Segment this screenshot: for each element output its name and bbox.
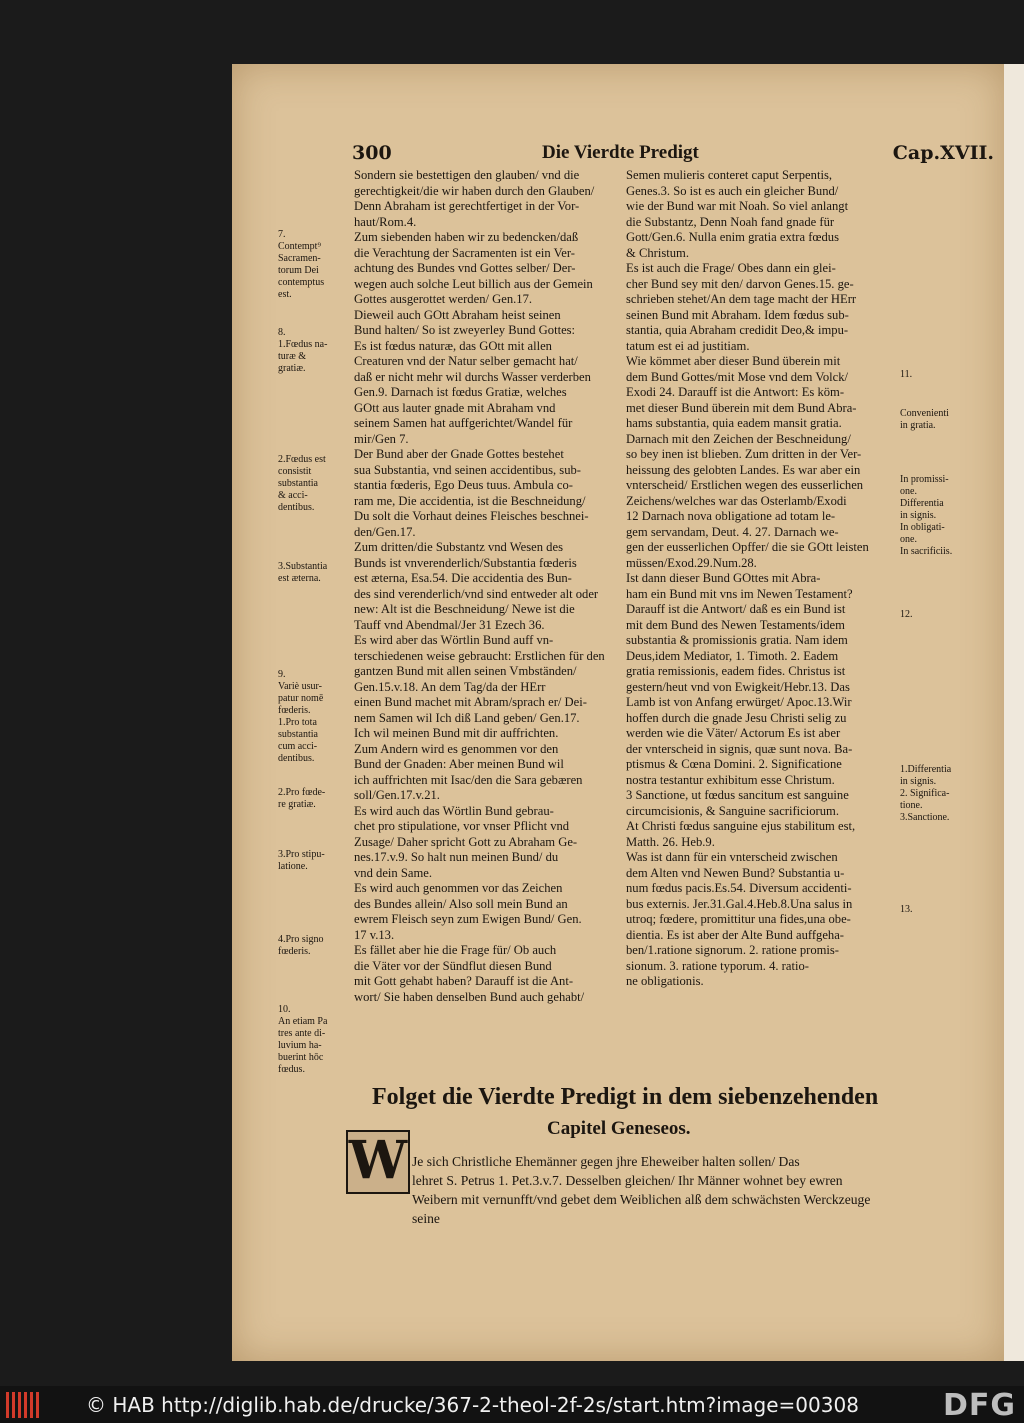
text-line: Ich wil meinen Bund mit dir auffrichten. [354, 726, 559, 740]
chapter-label: Cap.XVII. [892, 142, 994, 164]
text-line: gerechtigkeit/die wir haben durch den Glauben/ [354, 183, 595, 198]
margin-note-line: tres ante di- [278, 1028, 326, 1039]
margin-note-line: torum Dei [278, 265, 319, 276]
text-line: sionum. 3. ratione typorum. 4. ratio- [626, 958, 809, 973]
margin-note [278, 327, 358, 375]
text-line: Zum dritten/die Substantz vnd Wesen des [354, 540, 563, 554]
text-line: Es wird auch das Wörtlin Bund gebrau- [354, 803, 554, 818]
margin-note-line: in signis. [900, 776, 937, 787]
margin-note-line: est æterna. [278, 573, 321, 584]
text-line: Es ist fœdus naturæ, das GOtt mit allen [354, 338, 552, 353]
text-line: met dieser Bund überein mit dem Bund Abra- [626, 400, 857, 415]
text-line: 17 v.13. [354, 927, 395, 942]
text-line: soll/Gen.17.v.21. [354, 788, 440, 802]
margin-note-line: patur nomē [278, 693, 324, 704]
text-line: Bunds ist vnverenderlich/Substantia fœderis [354, 555, 577, 570]
margin-note-line: An etiam Pa [278, 1016, 328, 1027]
margin-note-line: 1.Fœdus na- [278, 339, 328, 350]
text-line: bus externis. Jer.31.Gal.4.Heb.8.Una salus in [626, 896, 853, 911]
text-line: 3 Sanctione, ut fœdus sancitum est sanguine [626, 788, 849, 802]
margin-note [278, 454, 358, 514]
text-line: substantia & promissionis gratia. Nam idem [626, 633, 848, 647]
text-line: new: Alt ist die Beschneidung/ Newe ist die [354, 602, 575, 616]
footer-source-link[interactable]: © HAB http://diglib.hab.de/drucke/367-2-theol-2f-2s/start.htm?image=00308 [86, 1393, 859, 1417]
margin-note-line: 3.Substantia [278, 561, 328, 572]
margin-note [278, 787, 358, 811]
text-line: chet pro stipulatione, vor vnser Pflicht vnd [354, 819, 570, 833]
text-line: ne obligationis. [626, 974, 704, 988]
text-line: haut/Rom.4. [354, 214, 417, 229]
text-line: num fœdus pacis.Es.54. Diversum accidenti- [626, 881, 852, 895]
text-line: gratia remissionis, eadem fides. Christus ist [626, 664, 846, 678]
text-line: müssen/Exod.29.Num.28. [626, 555, 757, 570]
text-line: die Verachtung der Sacramenten ist ein Ver- [354, 245, 575, 260]
text-line: stantia, quia Abraham credidit Deo,& impu- [626, 323, 849, 337]
text-line: vnterscheid/ Erstlichen wegen des eusserlichen [626, 478, 864, 492]
margin-note [278, 1004, 358, 1076]
margin-note-line: est. [278, 289, 292, 300]
text-line: Zum Andern wird es genommen vor den [354, 741, 559, 756]
margin-note-line: 3.Sanctione. [900, 812, 950, 823]
text-line: Zusage/ Daher spricht Gott zu Abraham Ge- [354, 834, 578, 849]
text-line: Was ist dann für ein vnterscheid zwischen [626, 850, 838, 864]
text-line: cher Bund sey mit den/ darvon Genes.15. ge- [626, 276, 854, 291]
text-line: des Bundes allein/ Also soll mein Bund an [354, 896, 568, 911]
text-line: nem Samen wil Ich diß Land geben/ Gen.17. [354, 710, 580, 725]
intro-line: Weibern mit vernunfft/vnd gebet dem Weiblichen alß dem schwächsten Werckzeuge [412, 1192, 871, 1207]
margin-note-line: re gratiæ. [278, 799, 316, 810]
margin-note-line: 11. [900, 369, 913, 380]
margin-note-line: 10. [278, 1004, 291, 1015]
margin-note-line: 7. [278, 229, 286, 240]
text-line: Gott/Gen.6. Nulla enim gratia extra fœdus [626, 230, 839, 244]
text-line: 12 Darnach nova obligatione ad totam le- [626, 509, 836, 523]
text-line: dem Alten vnd Newen Bund? Substantia u- [626, 865, 845, 880]
text-line: Es wird aber das Wörtlin Bund auff vn- [354, 633, 554, 647]
margin-note-line: In promissi- [900, 474, 949, 485]
left-text-column [354, 168, 624, 1005]
margin-note-line: 4.Pro signo [278, 934, 324, 945]
text-line: Deus,idem Mediator, 1. Timoth. 2. Eadem [626, 648, 839, 663]
margin-note-line: fœdus. [278, 1064, 305, 1075]
margin-note-line: Differentia [900, 498, 944, 509]
margin-note-line: 12. [900, 609, 913, 620]
text-line: stantia fœderis, Ego Deus tuus. Ambula co- [354, 478, 573, 492]
text-line: die Substantz, Denn Noah fand gnade für [626, 214, 835, 229]
text-line: gen der eusserlichen Opffer/ die sie GOtt leisten [626, 540, 869, 554]
intro-line: lehret S. Petrus 1. Pet.3.v.7. Desselben gleichen/ Ihr Männer wohnet bey ewren [412, 1173, 843, 1188]
text-line: Gottes ausgerottet werden/ Gen.17. [354, 292, 533, 306]
margin-note-line: 8. [278, 327, 286, 338]
margin-note-line: in signis. [900, 510, 937, 521]
text-line: so bey inen ist blieben. Zum dritten in der Ver- [626, 447, 862, 461]
margin-note-line: fœderis. [278, 946, 311, 957]
text-line: seinen Bund mit Abraham. Idem fœdus sub- [626, 307, 849, 322]
margin-note-line: buerint hōc [278, 1052, 324, 1063]
margin-note-line: 2.Pro fœde- [278, 787, 326, 798]
margin-note [278, 669, 358, 765]
margin-note [278, 561, 358, 585]
margin-note-line: substantia [278, 729, 318, 740]
margin-note-line: latione. [278, 861, 308, 872]
text-line: Dieweil auch GOtt Abraham heist seinen [354, 307, 561, 322]
running-title: Die Vierdte Predigt [542, 142, 699, 163]
text-line: nes.17.v.9. So halt nun meinen Bund/ du [354, 850, 559, 864]
text-line: Tauff vnd Abendmal/Jer 31 Ezech 36. [354, 617, 545, 632]
margin-note [900, 474, 1000, 558]
text-line: Der Bund aber der Gnade Gottes bestehet [354, 447, 564, 461]
margin-note-line: In obligati- [900, 522, 945, 533]
page-edge [1004, 64, 1024, 1361]
margin-note-line: substantia [278, 478, 318, 489]
text-line: mit Gott gehabt haben? Darauff ist die Ant- [354, 974, 574, 988]
margin-note-line: dentibus. [278, 753, 315, 764]
text-line: Zum siebenden haben wir zu bedencken/daß [354, 230, 579, 244]
margin-note-line: consistit [278, 466, 312, 477]
text-line: ham ein Bund mit vns im Newen Testament? [626, 586, 853, 601]
text-line: est æterna, Esa.54. Die accidentia des Bun- [354, 571, 572, 585]
text-line: den/Gen.17. [354, 524, 416, 539]
text-line: dem Bund Gottes/mit Mose vnd dem Volck/ [626, 369, 849, 384]
margin-note-line: gratiæ. [278, 363, 306, 374]
margin-note [278, 849, 358, 873]
margin-note-line: In sacrificiis. [900, 546, 953, 557]
margin-note-line: dentibus. [278, 502, 315, 513]
margin-note [900, 904, 1000, 916]
margin-note-line: turæ & [278, 351, 307, 362]
text-line: mit dem Bund des Newen Testaments/idem [626, 617, 845, 632]
text-line: des sind verenderlich/vnd sind entweder alt oder [354, 586, 599, 601]
margin-note-line: cum acci- [278, 741, 318, 752]
text-line: Gen.9. Darnach ist fœdus Gratiæ, welches [354, 385, 567, 399]
text-line: ich auffrichten mit Isac/den die Sara gebæren [354, 772, 583, 787]
margin-note-line: 3.Pro stipu- [278, 849, 325, 860]
footer-bar [0, 1386, 1024, 1423]
text-line: sua Substantia, vnd seinen accidentibus, sub- [354, 462, 581, 477]
intro-line: Je sich Christliche Ehemänner gegen jhre Eheweiber halten sollen/ Das [412, 1154, 800, 1169]
text-line: werden wie die Väter/ Actorum Es ist aber [626, 726, 841, 740]
text-line: gantzen Bund mit allen seinen Vmbständen/ [354, 664, 577, 678]
text-line: At Christi fœdus sanguine ejus stabilitum est, [626, 819, 856, 833]
text-line: Denn Abraham ist gerechtfertiget in der Vor- [354, 199, 580, 213]
margin-note [278, 229, 358, 301]
section-heading: Folget die Vierdte Predigt in dem siebenzehenden [372, 1084, 879, 1110]
margin-note [900, 764, 1000, 824]
text-line: Ist dann dieser Bund GOttes mit Abra- [626, 571, 821, 585]
margin-note-line: tione. [900, 800, 923, 811]
margin-note-line: Sacramen- [278, 253, 321, 264]
text-line: Zeichens/welches war das Osterlamb/Exodi [626, 493, 847, 508]
text-line: dientia. Es ist aber der Alte Bund auffgeha- [626, 927, 844, 942]
margin-note-line: Variè usur- [278, 681, 322, 692]
margin-note-line: fœderis. [278, 705, 311, 716]
text-line: & Christum. [626, 245, 689, 260]
margin-note-line: in gratia. [900, 420, 936, 431]
margin-note-line: 1.Pro tota [278, 717, 317, 728]
margin-note-line: luvium ha- [278, 1040, 322, 1051]
text-line: circumcisionis, & Sanguine sacrificiorum. [626, 803, 839, 818]
text-line: daß er nicht mehr wil durchs Wasser verderben [354, 369, 591, 384]
margin-note-line: & acci- [278, 490, 308, 501]
text-line: wegen auch solche Leut billich aus der Gemein [354, 276, 593, 291]
text-line: Es fället aber hie die Frage für/ Ob auch [354, 943, 557, 957]
margin-note-line: one. [900, 534, 917, 545]
hab-logo-icon [6, 1392, 46, 1418]
text-line: seinem Samen hat auffgerichtet/Wandel für [354, 416, 573, 430]
text-line: Wie kömmet aber dieser Bund überein mit [626, 354, 841, 368]
text-line: schrieben stehet/An dem tage macht der HErr [626, 292, 857, 306]
text-line: achtung des Bundes vnd Gottes selber/ Der- [354, 261, 576, 275]
text-line: Creaturen vnd der Natur selber gemacht hat/ [354, 354, 578, 368]
text-line: utroq; fœdere, promittitur una fides,una obe- [626, 912, 851, 926]
margin-note-line: 2. Significa- [900, 788, 950, 799]
text-line: die Väter vor der Sündflut diesen Bund [354, 958, 552, 973]
text-line: ewrem Fleisch seyn zum Ewigen Bund/ Gen. [354, 912, 582, 926]
margin-note [900, 408, 1000, 432]
margin-note-line: one. [900, 486, 917, 497]
text-line: Sondern sie bestettigen den glauben/ vnd die [354, 168, 580, 182]
margin-note-line: contemptus [278, 277, 325, 288]
margin-note-line: Contempt⁹ [278, 241, 321, 252]
text-line: GOtt aus lauter gnade mit Abraham vnd [354, 400, 556, 415]
text-line: Genes.3. So ist es auch ein gleicher Bund/ [626, 183, 839, 198]
text-line: Darauff ist die Antwort/ daß es ein Bund ist [626, 602, 846, 616]
margin-note [900, 609, 1000, 621]
intro-line: seine [412, 1211, 440, 1226]
text-line: nostra testantur exhibitum esse Christum. [626, 772, 835, 787]
text-line: Es ist auch die Frage/ Obes dann ein glei- [626, 261, 836, 275]
text-line: hams substantia, quia eadem mansit gratia. [626, 416, 842, 430]
text-line: ptismus & Cœna Domini. 2. Significatione [626, 757, 842, 771]
text-line: ben/1.ratione signorum. 2. ratione promis- [626, 943, 839, 957]
text-line: mir/Gen 7. [354, 431, 409, 446]
text-line: Bund der Gnaden: Aber meinen Bund wil [354, 757, 564, 771]
text-line: einen Bund machet mit Abram/sprach er/ Dei- [354, 695, 587, 709]
text-line: Semen mulieris conteret caput Serpentis, [626, 168, 832, 182]
text-line: gestern/heut vnd von Ewigkeit/Hebr.13. Das [626, 679, 850, 694]
section-subheading: Capitel Geneseos. [547, 1118, 691, 1139]
page-number: 300 [352, 142, 392, 164]
margin-note [278, 934, 358, 958]
margin-note-line: 13. [900, 904, 913, 915]
text-line: der vnterscheid in signis, quæ sunt nova. Ba- [626, 741, 853, 756]
decorated-initial: W [346, 1130, 410, 1194]
text-line: Gen.15.v.18. An dem Tag/da der HErr [354, 679, 546, 694]
text-line: Lamb ist von Anfang erwürget/ Apoc.13.Wir [626, 695, 852, 709]
margin-note [900, 369, 1000, 381]
margin-note-line: Convenienti [900, 408, 949, 419]
text-line: Exodi 24. Darauff ist die Antwort: Es köm- [626, 385, 845, 399]
text-line: Es wird auch genommen vor das Zeichen [354, 881, 563, 895]
margin-note-line: 1.Differentia [900, 764, 952, 775]
text-line: Darnach mit den Zeichen der Beschneidung/ [626, 431, 851, 446]
margin-note-line: 2.Fœdus est [278, 454, 326, 465]
text-line: tatum est ei ad justitiam. [626, 338, 750, 353]
intro-paragraph [412, 1152, 902, 1228]
text-line: heissung des gelobten Landes. Es war aber ein [626, 462, 861, 477]
right-text-column [626, 168, 904, 990]
text-line: ram me, Die accidentia, ist die Beschneidung/ [354, 493, 586, 508]
text-line: gem servandam, Deut. 4. 27. Darnach we- [626, 524, 839, 539]
text-line: Bund halten/ So ist zweyerley Bund Gottes: [354, 323, 576, 337]
text-line: vnd dein Same. [354, 865, 432, 880]
dfg-logo: DFG [942, 1388, 1016, 1423]
text-line: Matth. 26. Heb.9. [626, 834, 715, 849]
text-line: hoffen durch die gnade Jesu Christi selig zu [626, 710, 847, 725]
text-line: Du solt die Vorhaut deines Fleisches beschnei- [354, 509, 589, 523]
text-line: wort/ Sie haben denselben Bund auch gehabt/ [354, 989, 585, 1004]
text-line: terschiedenen weise gebraucht: Erstlichen für den [354, 648, 605, 663]
book-page [232, 64, 1004, 1361]
text-line: wie der Bund war mit Noah. So viel anlangt [626, 199, 849, 213]
margin-note-line: 9. [278, 669, 286, 680]
